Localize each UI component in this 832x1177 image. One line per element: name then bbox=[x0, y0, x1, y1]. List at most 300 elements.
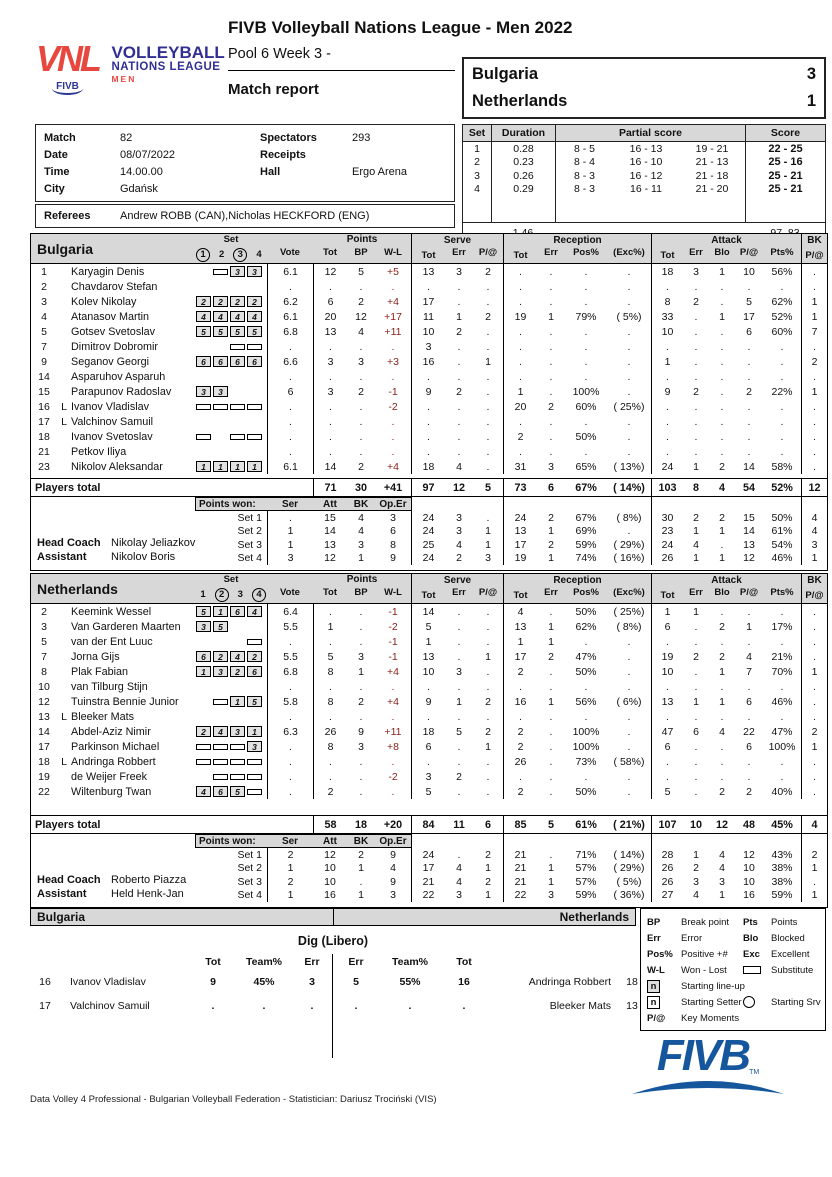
stat-rec-err: . bbox=[549, 755, 553, 768]
stat-att-blo: . bbox=[720, 445, 724, 458]
stat-serve-tot: . bbox=[411, 754, 445, 769]
stat-att-pa: 1 bbox=[746, 620, 752, 633]
group-bk: BK bbox=[801, 574, 827, 587]
legend-label: Key Moments bbox=[681, 1012, 740, 1024]
stat-points-wl: -1 bbox=[388, 650, 398, 663]
set-bk-pa: 2 bbox=[801, 848, 827, 862]
set-number-badge: 1 bbox=[196, 248, 210, 262]
stat-bk-pa: 2 bbox=[801, 724, 827, 739]
stat-att-pa: 22 bbox=[743, 725, 755, 738]
stat-vote: 5.5 bbox=[267, 619, 313, 634]
total-att-tot: 103 bbox=[651, 479, 683, 496]
total-points-tot: 58 bbox=[313, 816, 347, 833]
stat-rec-pos: 100% bbox=[572, 740, 600, 753]
stat-points-bp: 12 bbox=[355, 310, 367, 323]
stat-serve-tot: . bbox=[411, 369, 445, 384]
group-reception: Reception bbox=[503, 234, 651, 247]
stat-bk-pa: . bbox=[801, 709, 827, 724]
legend-key-icon: P/@ bbox=[647, 1012, 666, 1024]
set-att-tot: 26 bbox=[651, 552, 683, 566]
stat-serve-err: . bbox=[457, 620, 461, 633]
player-row bbox=[31, 399, 827, 414]
stat-serve-pa: . bbox=[486, 665, 490, 678]
set-marker: 2 bbox=[247, 296, 262, 307]
set-rec-tot: 17 bbox=[503, 538, 537, 552]
stat-att-ptspct: . bbox=[780, 370, 784, 383]
stat-att-tot: 8 bbox=[651, 294, 683, 309]
set-att-ptspct: 50% bbox=[771, 511, 793, 524]
set-score-row bbox=[463, 156, 825, 170]
stat-att-pa: . bbox=[747, 280, 751, 293]
stat-points-wl: . bbox=[391, 755, 395, 768]
total-rec-tot: 73 bbox=[503, 479, 537, 496]
total-serve-tot: 97 bbox=[411, 479, 445, 496]
set-marker: 1 bbox=[230, 461, 245, 472]
stat-bk-pa: . bbox=[801, 339, 827, 354]
player-name: Valchinov Samuil bbox=[71, 415, 154, 428]
dig-left-headers bbox=[30, 954, 332, 970]
info-label-2: Receipts bbox=[260, 148, 306, 161]
stat-bk-pa: 1 bbox=[801, 309, 827, 324]
stat-rec-pos: 100% bbox=[572, 725, 600, 738]
stat-serve-pa: . bbox=[486, 785, 490, 798]
players-total-label: Players total bbox=[35, 818, 101, 831]
set-marker: 4 bbox=[213, 311, 228, 322]
player-row bbox=[31, 414, 827, 429]
set-marker: 3 bbox=[213, 666, 228, 677]
stat-att-blo: . bbox=[720, 755, 724, 768]
set-rec-tot: 24 bbox=[503, 511, 537, 525]
stat-att-err: . bbox=[694, 710, 698, 723]
stat-serve-tot: 14 bbox=[411, 604, 445, 619]
legend-row bbox=[647, 994, 821, 1010]
stat-bk-pa: . bbox=[801, 414, 827, 429]
set-serve-tot: 24 bbox=[411, 511, 445, 525]
stat-serve-tot: 9 bbox=[411, 384, 445, 399]
set-number-badge: 2 bbox=[219, 249, 225, 260]
stat-rec-tot: . bbox=[503, 294, 537, 309]
stat-points-tot: . bbox=[313, 634, 347, 649]
pw-bk: 1 bbox=[358, 889, 364, 902]
stat-att-blo: . bbox=[720, 740, 724, 753]
stat-points-wl: +17 bbox=[384, 310, 402, 323]
set-att-err: 1 bbox=[693, 525, 699, 538]
stat-att-tot: . bbox=[651, 414, 683, 429]
stat-att-ptspct: . bbox=[780, 280, 784, 293]
stat-att-ptspct: 46% bbox=[771, 695, 793, 708]
dig-player-number: 18 bbox=[626, 976, 638, 988]
stat-points-wl: . bbox=[391, 415, 395, 428]
set-markers bbox=[195, 634, 267, 649]
pw-oper: 9 bbox=[390, 848, 396, 861]
dig-teampct: . bbox=[408, 1000, 412, 1012]
stat-bk-pa: . bbox=[801, 604, 827, 619]
table-spacer bbox=[31, 799, 827, 815]
stat-att-pa: 17 bbox=[743, 310, 755, 323]
stat-serve-err: 3 bbox=[456, 265, 462, 278]
stat-att-pa: . bbox=[747, 755, 751, 768]
set-att-err: 3 bbox=[693, 875, 699, 888]
stat-att-pa: . bbox=[747, 605, 751, 618]
referees-label: Referees bbox=[44, 210, 91, 222]
set-marker bbox=[213, 774, 228, 780]
total-rec-tot: 85 bbox=[503, 816, 537, 833]
dig-teampct: 55% bbox=[399, 976, 421, 988]
set-rec-err: 1 bbox=[548, 552, 554, 565]
info-label-1: Time bbox=[44, 165, 70, 178]
dig-libero-section bbox=[30, 908, 636, 1058]
set-att-tot: 26 bbox=[651, 875, 683, 889]
stat-rec-pos: 65% bbox=[575, 460, 597, 473]
col-att-err: Err bbox=[689, 587, 703, 598]
stat-rec-tot: 2 bbox=[503, 664, 537, 679]
player-name: Gotsev Svetoslav bbox=[71, 325, 156, 338]
stat-serve-err: . bbox=[457, 370, 461, 383]
stat-att-tot: . bbox=[651, 369, 683, 384]
dig-row bbox=[30, 994, 332, 1018]
stat-att-pa: . bbox=[747, 635, 751, 648]
stat-att-blo: . bbox=[720, 355, 724, 368]
stat-rec-exc: . bbox=[627, 280, 631, 293]
stat-rec-err: . bbox=[549, 370, 553, 383]
col-points-bp: BP bbox=[354, 247, 368, 258]
points-won-header bbox=[31, 497, 827, 511]
stat-vote: . bbox=[267, 769, 313, 784]
stat-att-ptspct: . bbox=[780, 710, 784, 723]
set-label: Set 4 bbox=[237, 889, 262, 902]
stat-att-tot: . bbox=[651, 279, 683, 294]
players-total-label: Players total bbox=[35, 481, 101, 494]
col-dig-err: Err bbox=[348, 956, 364, 968]
stat-att-ptspct: . bbox=[780, 355, 784, 368]
dig-player-name: Ivanov Vladislav bbox=[70, 976, 146, 988]
stat-points-bp: 3 bbox=[358, 650, 364, 663]
stat-att-err: 1 bbox=[693, 605, 699, 618]
stat-rec-err: . bbox=[549, 385, 553, 398]
pw-att: 12 bbox=[324, 552, 336, 565]
stat-serve-pa: . bbox=[486, 620, 490, 633]
set-serve-pa: 1 bbox=[485, 889, 491, 902]
total-att-ptspct: 45% bbox=[771, 818, 793, 831]
set-number-badge: 3 bbox=[237, 589, 243, 600]
player-name: Nikolov Aleksandar bbox=[71, 460, 163, 473]
stat-att-pa: 2 bbox=[746, 785, 752, 798]
stat-rec-exc: . bbox=[627, 370, 631, 383]
player-number: 14 bbox=[38, 725, 50, 738]
set-marker: 2 bbox=[213, 296, 228, 307]
stat-rec-tot: 2 bbox=[503, 784, 537, 799]
match-info-row bbox=[44, 146, 446, 163]
col-vote: Vote bbox=[280, 587, 300, 598]
col-pw-ser: Ser bbox=[267, 497, 313, 511]
stat-points-tot: 5 bbox=[313, 649, 347, 664]
coach-block bbox=[37, 536, 195, 564]
stat-serve-tot: . bbox=[411, 414, 445, 429]
info-label-1: City bbox=[44, 182, 65, 195]
stat-rec-tot: . bbox=[503, 279, 537, 294]
stat-att-err: . bbox=[694, 680, 698, 693]
set-att-tot: 23 bbox=[651, 525, 683, 539]
set-serve-err: 3 bbox=[456, 889, 462, 902]
stat-rec-err: . bbox=[549, 445, 553, 458]
stat-rec-err: . bbox=[549, 295, 553, 308]
col-att-tot: Tot bbox=[651, 587, 683, 603]
stat-vote: . bbox=[267, 754, 313, 769]
assistant-label: Assistant bbox=[37, 888, 87, 900]
stat-att-blo: . bbox=[720, 605, 724, 618]
stat-rec-exc: ( 5%) bbox=[616, 310, 642, 323]
stat-points-bp: . bbox=[359, 755, 363, 768]
player-number: 1 bbox=[41, 265, 47, 278]
legend-label: Starting Setter bbox=[681, 996, 742, 1008]
stat-att-tot: 9 bbox=[651, 384, 683, 399]
pw-ser: 2 bbox=[267, 875, 313, 889]
total-att-blo: 12 bbox=[715, 818, 728, 831]
head-coach-name: Roberto Piazza bbox=[111, 874, 187, 886]
stat-serve-tot: 9 bbox=[411, 694, 445, 709]
set-markers bbox=[195, 354, 267, 369]
stat-att-ptspct: 52% bbox=[771, 310, 793, 323]
pw-ser: 2 bbox=[267, 848, 313, 862]
legend-row bbox=[647, 962, 821, 978]
set-rec-tot: 21 bbox=[503, 875, 537, 889]
set-bk-pa: 1 bbox=[801, 552, 827, 566]
stat-rec-tot: . bbox=[503, 709, 537, 724]
pw-oper: 8 bbox=[390, 538, 396, 551]
player-number: 15 bbox=[38, 385, 50, 398]
total-serve-err: 11 bbox=[453, 818, 465, 831]
set-marker: 3 bbox=[213, 386, 228, 397]
set-number: 2 bbox=[474, 156, 480, 169]
set-markers bbox=[195, 384, 267, 399]
stat-bk-pa: . bbox=[801, 264, 827, 279]
set-marker: 4 bbox=[247, 311, 262, 322]
vnl-letters: VNL bbox=[36, 38, 99, 79]
set-att-err: 4 bbox=[693, 889, 699, 902]
legend-key-icon: Pos% bbox=[647, 948, 673, 960]
stat-points-bp: . bbox=[359, 620, 363, 633]
total-rec-exc: ( 21%) bbox=[613, 818, 645, 831]
set-serve-pa: 3 bbox=[485, 552, 491, 565]
stat-points-wl: +8 bbox=[387, 740, 399, 753]
players-total-row bbox=[31, 815, 827, 834]
legend-key-icon: Blo bbox=[743, 932, 759, 944]
stat-serve-pa: . bbox=[486, 370, 490, 383]
stat-att-pa: . bbox=[747, 370, 751, 383]
stat-att-tot: 6 bbox=[651, 619, 683, 634]
set-att-ptspct: 54% bbox=[771, 538, 793, 551]
col-rec-tot: Tot bbox=[503, 587, 537, 603]
stat-points-wl: . bbox=[391, 710, 395, 723]
set-marker: 1 bbox=[247, 461, 262, 472]
col-points-tot: Tot bbox=[322, 247, 338, 258]
total-points-tot: 71 bbox=[313, 479, 347, 496]
set-marker: 5 bbox=[230, 786, 245, 797]
player-number: 9 bbox=[41, 355, 47, 368]
stat-points-tot: . bbox=[313, 399, 347, 414]
result-row bbox=[472, 61, 816, 88]
stat-serve-err: . bbox=[457, 740, 461, 753]
set-bk-pa: 1 bbox=[801, 889, 827, 903]
vnl-logo-mark bbox=[36, 38, 99, 95]
player-name: Asparuhov Asparuh bbox=[71, 370, 166, 383]
stat-bk-pa: . bbox=[801, 429, 827, 444]
stat-rec-pos: . bbox=[584, 325, 588, 338]
stat-vote: 5.5 bbox=[267, 649, 313, 664]
stat-rec-pos: 50% bbox=[575, 605, 597, 618]
players-total-row bbox=[31, 478, 827, 497]
set-att-blo: . bbox=[720, 538, 724, 551]
set-serve-tot: 25 bbox=[411, 538, 445, 552]
stat-serve-pa: 1 bbox=[485, 740, 491, 753]
stat-vote: 5.8 bbox=[267, 694, 313, 709]
stat-serve-err: . bbox=[457, 755, 461, 768]
player-row bbox=[31, 384, 827, 399]
dig-tot: 9 bbox=[210, 976, 216, 988]
stat-serve-pa: . bbox=[486, 680, 490, 693]
legend-key-icon: BP bbox=[647, 916, 661, 928]
info-label-2: Hall bbox=[260, 165, 281, 178]
stat-att-ptspct: 62% bbox=[771, 295, 793, 308]
stat-serve-pa: 1 bbox=[485, 650, 491, 663]
stat-att-blo: 2 bbox=[719, 785, 725, 798]
col-dig-tot: Tot bbox=[456, 956, 472, 968]
stat-att-tot: 47 bbox=[651, 724, 683, 739]
stat-points-bp: 3 bbox=[358, 355, 364, 368]
col-att-tot: Tot bbox=[651, 247, 683, 263]
pw-ser: . bbox=[267, 511, 313, 525]
match-info-row bbox=[44, 180, 446, 197]
set-rec-pos: 59% bbox=[575, 538, 597, 551]
set-markers bbox=[195, 664, 267, 679]
stat-att-err: . bbox=[694, 620, 698, 633]
info-label-2: Spectators bbox=[260, 131, 317, 144]
stat-serve-tot: 10 bbox=[411, 324, 445, 339]
stat-serve-err: . bbox=[457, 400, 461, 413]
set-serve-pa: 1 bbox=[485, 862, 491, 875]
stat-rec-pos: . bbox=[584, 370, 588, 383]
stat-serve-err: 1 bbox=[456, 695, 462, 708]
set-serve-err: 2 bbox=[456, 552, 462, 565]
stat-bk-pa: . bbox=[801, 694, 827, 709]
stat-serve-pa: . bbox=[486, 460, 490, 473]
group-bk: BK bbox=[801, 234, 827, 247]
stat-vote: . bbox=[267, 369, 313, 384]
stat-att-pa: . bbox=[747, 680, 751, 693]
pw-oper: 9 bbox=[390, 552, 396, 565]
col-pw-att: Att bbox=[313, 497, 347, 511]
player-name: Ivanov Svetoslav bbox=[71, 430, 153, 443]
set-rec-pos: 67% bbox=[575, 511, 597, 524]
player-row bbox=[31, 769, 827, 784]
set-marker bbox=[196, 759, 211, 765]
set-rec-tot: 21 bbox=[503, 848, 537, 862]
dig-teampct: 45% bbox=[253, 976, 275, 988]
legend-row bbox=[647, 978, 821, 994]
set-marker: 1 bbox=[230, 696, 245, 707]
stat-rec-tot: . bbox=[503, 369, 537, 384]
stat-rec-err: . bbox=[549, 740, 553, 753]
group-reception: Reception bbox=[503, 574, 651, 587]
set-bk-pa: 1 bbox=[801, 862, 827, 876]
info-label-1: Match bbox=[44, 131, 76, 144]
stat-serve-err: . bbox=[457, 785, 461, 798]
stat-rec-exc: . bbox=[627, 325, 631, 338]
pw-ser: 1 bbox=[267, 889, 313, 903]
set-marker: 1 bbox=[247, 726, 262, 737]
stat-att-blo: . bbox=[720, 370, 724, 383]
stat-vote: . bbox=[267, 679, 313, 694]
stat-points-tot: . bbox=[313, 444, 347, 459]
points-won-section bbox=[31, 497, 827, 570]
partial-3: 21 - 20 bbox=[695, 183, 729, 196]
player-number: 4 bbox=[41, 310, 47, 323]
stat-att-pa: 6 bbox=[746, 325, 752, 338]
dig-player-number: 17 bbox=[39, 1000, 51, 1012]
stat-rec-exc: ( 13%) bbox=[613, 460, 645, 473]
set-bk-pa: 4 bbox=[801, 525, 827, 539]
assistant-name: Nikolov Boris bbox=[111, 551, 176, 563]
col-rec-err: Err bbox=[544, 247, 558, 258]
set-att-pa: 14 bbox=[743, 525, 755, 538]
player-row bbox=[31, 459, 827, 474]
set-rec-exc: ( 36%) bbox=[613, 889, 645, 902]
referees-value: Andrew ROBB (CAN),Nicholas HECKFORD (ENG) bbox=[120, 210, 370, 222]
stat-rec-pos: 56% bbox=[575, 695, 597, 708]
set-marker: 2 bbox=[230, 296, 245, 307]
legend-key-icon bbox=[743, 966, 761, 974]
stat-points-bp: . bbox=[359, 400, 363, 413]
fivb-wordmark: FIVB bbox=[656, 1031, 750, 1080]
stat-att-blo: . bbox=[720, 400, 724, 413]
player-row bbox=[31, 324, 827, 339]
stat-rec-tot: . bbox=[503, 414, 537, 429]
set-rec-tot: 22 bbox=[503, 889, 537, 903]
legend-key-icon: Exc bbox=[743, 948, 760, 960]
set-label: Set 3 bbox=[237, 875, 262, 888]
result-team-name: Netherlands bbox=[472, 92, 568, 110]
player-row bbox=[31, 724, 827, 739]
stat-rec-pos: . bbox=[584, 680, 588, 693]
stat-vote: . bbox=[267, 339, 313, 354]
stat-rec-exc: . bbox=[627, 295, 631, 308]
set-att-blo: 2 bbox=[719, 511, 725, 524]
stat-serve-tot: . bbox=[411, 709, 445, 724]
player-number: 13 bbox=[38, 710, 50, 723]
pw-ser: 3 bbox=[267, 552, 313, 566]
set-marker bbox=[213, 744, 228, 750]
player-number: 3 bbox=[41, 620, 47, 633]
stat-points-wl: +5 bbox=[387, 265, 399, 278]
player-name: Seganov Georgi bbox=[71, 355, 150, 368]
set-duration: 0.28 bbox=[491, 142, 555, 156]
set-marker: 3 bbox=[247, 266, 262, 277]
stat-att-ptspct: . bbox=[780, 415, 784, 428]
player-row bbox=[31, 619, 827, 634]
stat-att-tot: 24 bbox=[651, 459, 683, 474]
set-att-err: 1 bbox=[693, 848, 699, 861]
legend-row bbox=[647, 1010, 821, 1026]
stat-att-blo: . bbox=[720, 635, 724, 648]
stat-rec-exc: . bbox=[627, 770, 631, 783]
col-pw-oper: Op.Er bbox=[375, 834, 411, 848]
set-att-ptspct: 43% bbox=[771, 848, 793, 861]
stat-serve-pa: 1 bbox=[485, 355, 491, 368]
player-name: Petkov Iliya bbox=[71, 445, 127, 458]
stat-rec-tot: 13 bbox=[503, 619, 537, 634]
set-markers bbox=[195, 679, 267, 694]
stat-att-tot: . bbox=[651, 709, 683, 724]
